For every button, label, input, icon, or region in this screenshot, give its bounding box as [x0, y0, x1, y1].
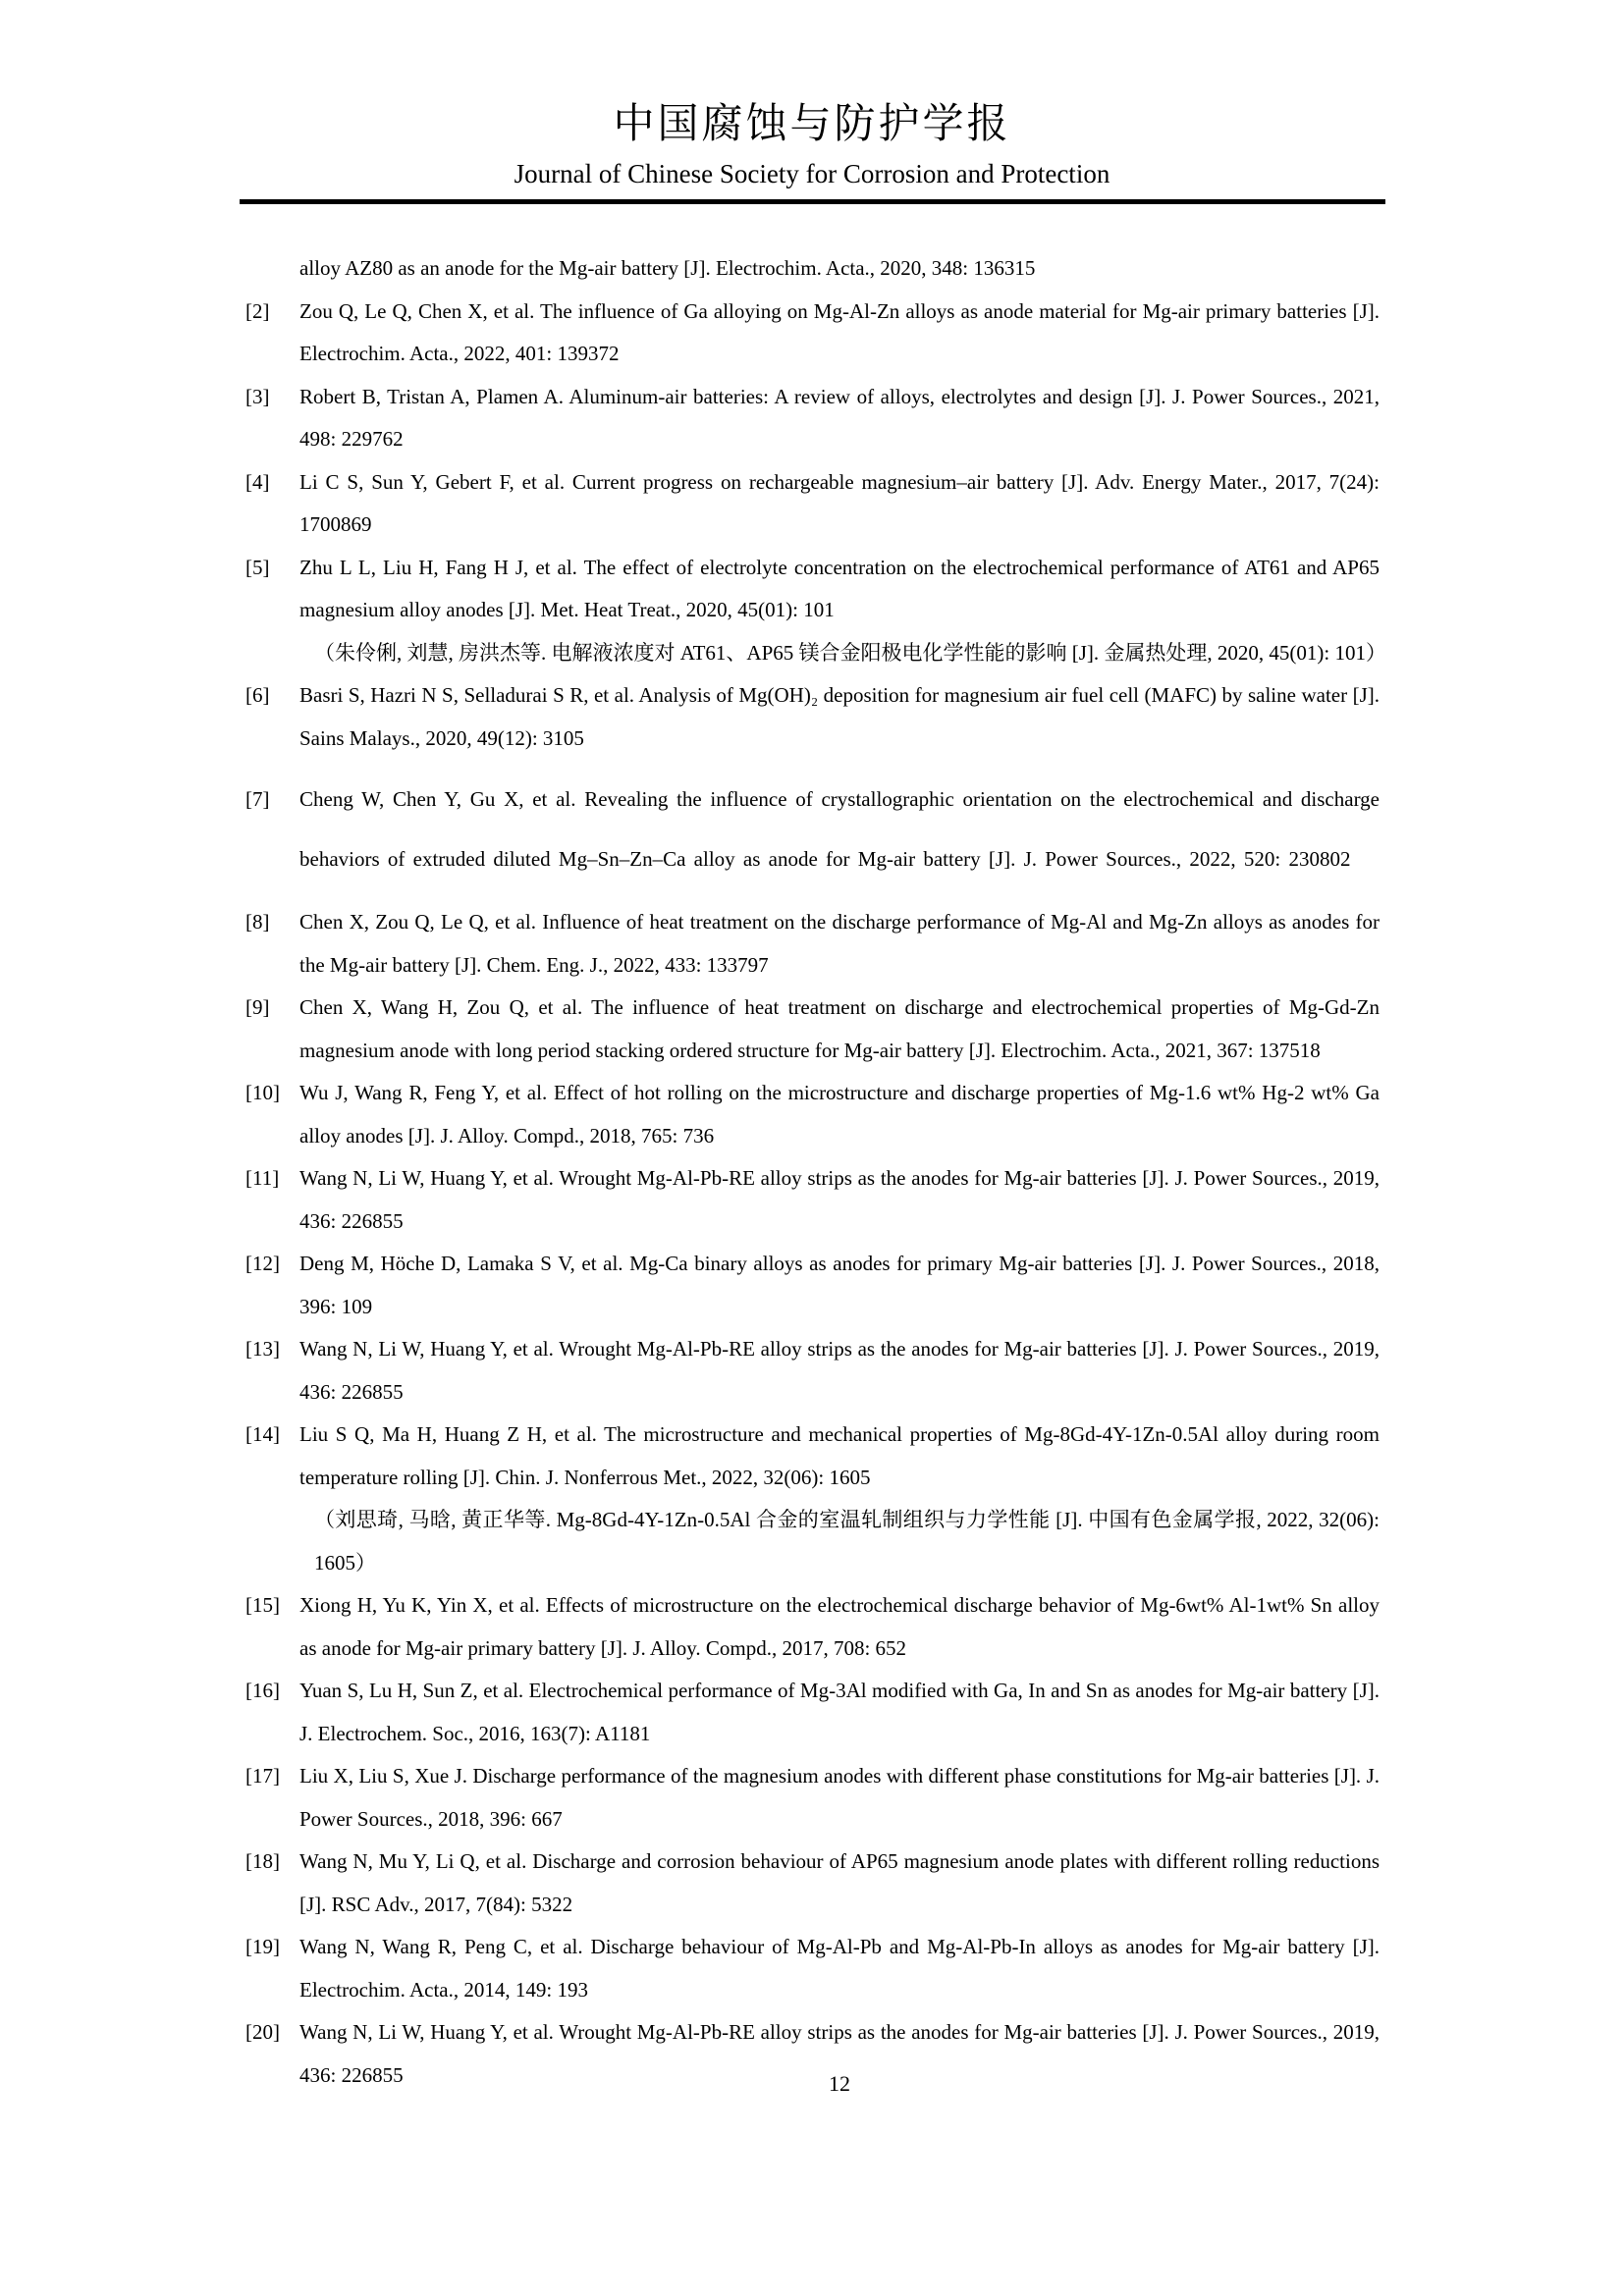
reference-text: Zou Q, Le Q, Chen X, et al. The influence of Ga alloying on Mg-Al-Zn alloys as anode material for Mg-air primary batteries [J]. Electrochim. Acta., 2022, 401: 139372 [299, 298, 1380, 365]
reference-text: Liu S Q, Ma H, Huang Z H, et al. The microstructure and mechanical properties of Mg-8Gd-4Y-1Zn-0.5Al alloy during room temperature rolling [J]. Chin. J. Nonferrous Met., 2022, 32(06): 1605 [299, 1422, 1380, 1489]
reference-item [245, 987, 1380, 1072]
header-rule [240, 199, 1385, 204]
reference-text: alloy AZ80 as an anode for the Mg-air battery [J]. Electrochim. Acta., 2020, 348: 136315 [299, 256, 1036, 280]
reference-text: Wang N, Li W, Huang Y, et al. Wrought Mg-Al-Pb-RE alloy strips as the anodes for Mg-air batteries [J]. J. Power Sources., 2019, 436: 226855 [299, 1337, 1380, 1404]
reference-note-zh: （刘思琦, 马晗, 黄正华等. Mg-8Gd-4Y-1Zn-0.5Al 合金的室温轧制组织与力学性能 [J]. 中国有色金属学报, 2022, 32(06): 1605） [314, 1508, 1380, 1575]
page-number: 12 [829, 2071, 850, 2096]
reference-item [245, 1926, 1380, 2011]
reference-number: [18] [245, 1849, 280, 1873]
reference-item [245, 1755, 1380, 1841]
reference-text: Basri S, Hazri N S, Selladurai S R, et al. Analysis of Mg(OH)₂ deposition for magnesium air fuel cell (MAFC) by saline water [J]. Sains Malays., 2020, 49(12): 3105 [299, 683, 1380, 750]
reference-text: Liu X, Liu S, Xue J. Discharge performance of the magnesium anodes with different phase constitutions for Mg-air batteries [J]. J. Power Sources., 2018, 396: 667 [299, 1764, 1380, 1831]
page-header [0, 0, 1624, 204]
reference-text: Wang N, Wang R, Peng C, et al. Discharge behaviour of Mg-Al-Pb and Mg-Al-Pb-In alloys as anodes for Mg-air battery [J]. Electrochim. Acta., 2014, 149: 193 [299, 1935, 1380, 2002]
reference-number: [7] [245, 787, 270, 811]
reference-number: [12] [245, 1252, 280, 1275]
reference-item [245, 547, 1386, 675]
reference-number: [2] [245, 298, 270, 323]
reference-number: [6] [245, 683, 270, 707]
reference-text: Robert B, Tristan A, Plamen A. Aluminum-air batteries: A review of alloys, electrolytes and design [J]. J. Power Sources., 2021, 498: 229762 [299, 384, 1380, 451]
reference-text: Xiong H, Yu K, Yin X, et al. Effects of microstructure on the electrochemical discharge behavior of Mg-6wt% Al-1wt% Sn alloy as anode for Mg-air primary battery [J]. J. Alloy. Compd., 2017, 708: 652 [299, 1593, 1380, 1660]
reference-number: [10] [245, 1081, 280, 1104]
reference-item [245, 1584, 1380, 1670]
reference-item [245, 674, 1380, 760]
reference-number: [5] [245, 555, 270, 579]
reference-text: Zhu L L, Liu H, Fang H J, et al. The effect of electrolyte concentration on the electrochemical performance of AT61 and AP65 magnesium alloy anodes [J]. Met. Heat Treat., 2020, 45(01): 101 [299, 555, 1380, 621]
reference-number: [16] [245, 1679, 280, 1702]
reference-number: [4] [245, 469, 270, 494]
reference-text: Chen X, Wang H, Zou Q, et al. The influence of heat treatment on discharge and electrochemical properties of Mg-Gd-Zn magnesium anode with long period stacking ordered structure for Mg-air battery [J]. Electrochim. Acta., 2021, 367: 137518 [299, 995, 1380, 1062]
reference-number: [14] [245, 1422, 280, 1446]
reference-text: Wang N, Li W, Huang Y, et al. Wrought Mg-Al-Pb-RE alloy strips as the anodes for Mg-air batteries [J]. J. Power Sources., 2019, 436: 226855 [299, 2020, 1380, 2087]
reference-text: Deng M, Höche D, Lamaka S V, et al. Mg-Ca binary alloys as anodes for primary Mg-air batteries [J]. J. Power Sources., 2018, 396: 109 [299, 1252, 1380, 1318]
reference-text: Wang N, Mu Y, Li Q, et al. Discharge and corrosion behaviour of AP65 magnesium anode plates with different rolling reductions [J]. RSC Adv., 2017, 7(84): 5322 [299, 1849, 1380, 1916]
reference-item [245, 770, 1380, 889]
reference-item [245, 1414, 1380, 1584]
reference-item [245, 1157, 1380, 1243]
reference-number: [15] [245, 1593, 280, 1617]
reference-number: [13] [245, 1337, 280, 1361]
reference-note-zh: （朱伶俐, 刘慧, 房洪杰等. 电解液浓度对 AT61、AP65 镁合金阳极电化学性能的影响 [J]. 金属热处理, 2020, 45(01): 101） [314, 640, 1386, 665]
reference-item [245, 1841, 1380, 1926]
reference-number: [20] [245, 2020, 280, 2044]
reference-text: Cheng W, Chen Y, Gu X, et al. Revealing the influence of crystallographic orientation on the electrochemical and discharge behaviors of extruded diluted Mg–Sn–Zn–Ca alloy as anode for Mg-air battery [J]. J. Power Sources., 2022, 520: 230802 [299, 787, 1380, 871]
reference-item [245, 1072, 1380, 1157]
journal-title-zh: 中国腐蚀与防护学报 [613, 102, 1011, 147]
reference-item [245, 1328, 1380, 1414]
references-list [245, 247, 1386, 2097]
reference-text: Wang N, Li W, Huang Y, et al. Wrought Mg-Al-Pb-RE alloy strips as the anodes for Mg-air batteries [J]. J. Power Sources., 2019, 436: 226855 [299, 1166, 1380, 1233]
journal-title-en: Journal of Chinese Society for Corrosion and Protection [514, 159, 1110, 188]
reference-item [245, 901, 1380, 987]
reference-text: Li C S, Sun Y, Gebert F, et al. Current progress on rechargeable magnesium–air battery [J]. Adv. Energy Mater., 2017, 7(24): 1700869 [299, 469, 1380, 536]
reference-item [245, 1670, 1380, 1755]
reference-number: [19] [245, 1935, 280, 1958]
reference-item [245, 247, 1380, 291]
reference-text: Chen X, Zou Q, Le Q, et al. Influence of heat treatment on the discharge performance of Mg-Al and Mg-Zn alloys as anodes for the Mg-air battery [J]. Chem. Eng. J., 2022, 433: 133797 [299, 910, 1380, 977]
reference-number: [9] [245, 995, 270, 1019]
reference-text: Yuan S, Lu H, Sun Z, et al. Electrochemical performance of Mg-3Al modified with Ga, In and Sn as anodes for Mg-air battery [J]. J. Electrochem. Soc., 2016, 163(7): A1181 [299, 1679, 1380, 1745]
reference-item [245, 1243, 1380, 1328]
reference-number: [17] [245, 1764, 280, 1788]
reference-item [245, 376, 1380, 461]
reference-number: [8] [245, 910, 270, 934]
reference-text: Wu J, Wang R, Feng Y, et al. Effect of hot rolling on the microstructure and discharge properties of Mg-1.6 wt% Hg-2 wt% Ga alloy anodes [J]. J. Alloy. Compd., 2018, 765: 736 [299, 1081, 1380, 1148]
reference-number: [3] [245, 384, 270, 408]
reference-number: [11] [245, 1166, 280, 1190]
reference-item [245, 291, 1380, 376]
reference-item [245, 461, 1380, 547]
